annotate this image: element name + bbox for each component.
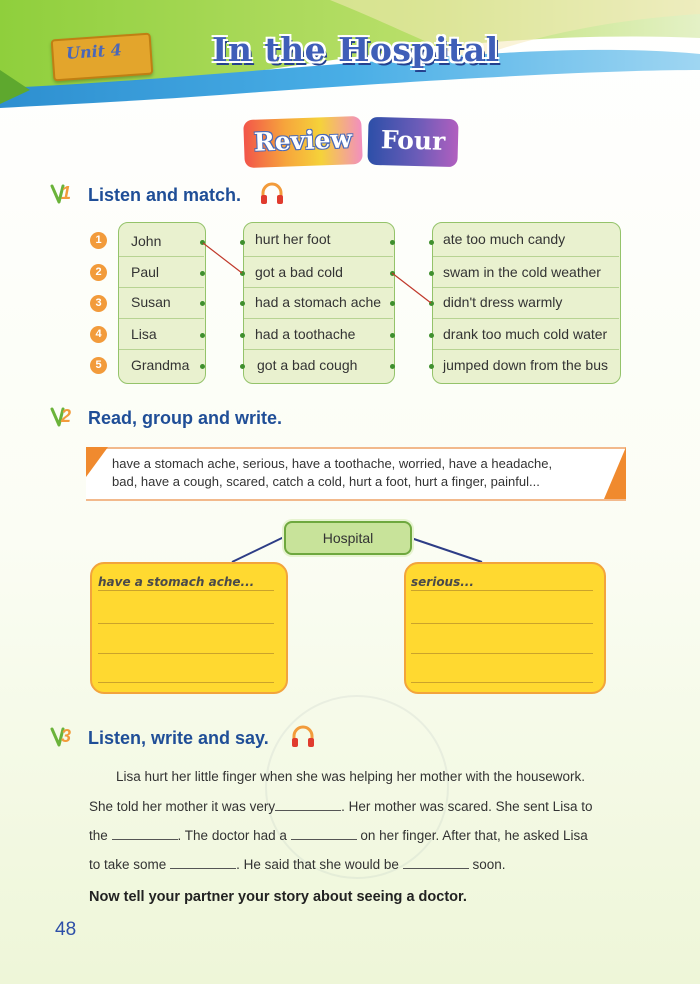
section-number: 2 bbox=[61, 406, 72, 426]
section-title: Read, group and write. bbox=[88, 408, 283, 428]
answer-blank[interactable] bbox=[275, 798, 341, 811]
problem-item: had a stomach ache bbox=[255, 294, 382, 310]
cause-item: ate too much candy bbox=[443, 231, 566, 247]
story-line: She told her mother it was very . Her mother was scared. She sent Lisa to bbox=[89, 799, 593, 814]
hospital-node: Hospital bbox=[284, 521, 412, 555]
page-number: 48 bbox=[55, 919, 77, 940]
section-number: 1 bbox=[61, 183, 72, 203]
number-badge: 2 bbox=[90, 264, 107, 281]
section-number: 3 bbox=[61, 726, 72, 746]
problem-item: hurt her foot bbox=[255, 231, 331, 247]
problem-item: got a bad cough bbox=[257, 357, 358, 373]
number-badge: 3 bbox=[90, 295, 107, 312]
cause-item: didn't dress warmly bbox=[443, 294, 563, 310]
problem-item: got a bad cold bbox=[255, 264, 343, 280]
cause-item: jumped down from the bus bbox=[443, 357, 608, 373]
section-title: Listen and match. bbox=[88, 185, 242, 205]
name-item: Susan bbox=[131, 294, 171, 310]
group-label: have a stomach ache... bbox=[98, 575, 255, 589]
cause-item: swam in the cold weather bbox=[443, 264, 601, 280]
number-badge: 5 bbox=[90, 357, 107, 374]
name-item: Grandma bbox=[131, 357, 190, 373]
word-bank-text: have a stomach ache, serious, have a toothache, worried, have a headache, bad, have a cough, scared, catch a cold, hurt a foot, hurt a finger, painful... bbox=[112, 456, 553, 489]
answer-blank[interactable] bbox=[291, 827, 357, 840]
speaking-prompt: Now tell your partner your story about seeing a doctor. bbox=[89, 889, 467, 905]
name-item: John bbox=[131, 233, 162, 249]
answer-blank[interactable] bbox=[403, 856, 469, 869]
name-item: Paul bbox=[131, 264, 160, 280]
page-title: In the Hospital bbox=[212, 30, 499, 69]
story-line: to take some . He said that she would be soon. bbox=[89, 857, 506, 872]
problem-item: had a toothache bbox=[255, 326, 356, 342]
cause-item: drank too much cold water bbox=[443, 326, 608, 342]
review-badge: Review bbox=[243, 116, 363, 168]
four-badge: Four bbox=[367, 117, 458, 167]
answer-blank[interactable] bbox=[170, 856, 236, 869]
answer-blank[interactable] bbox=[112, 827, 178, 840]
unit-label: Unit 4 bbox=[65, 40, 123, 63]
group-label: serious... bbox=[411, 575, 474, 589]
section-title: Listen, write and say. bbox=[88, 728, 269, 748]
story-line: the . The doctor had a on her finger. After that, he asked Lisa bbox=[89, 828, 588, 843]
number-badge: 4 bbox=[90, 326, 107, 343]
name-item: Lisa bbox=[131, 326, 157, 342]
headphones-icon bbox=[290, 723, 316, 749]
number-badge: 1 bbox=[90, 232, 107, 249]
story-line: Lisa hurt her little finger when she was helping her mother with the housework. bbox=[116, 769, 585, 784]
